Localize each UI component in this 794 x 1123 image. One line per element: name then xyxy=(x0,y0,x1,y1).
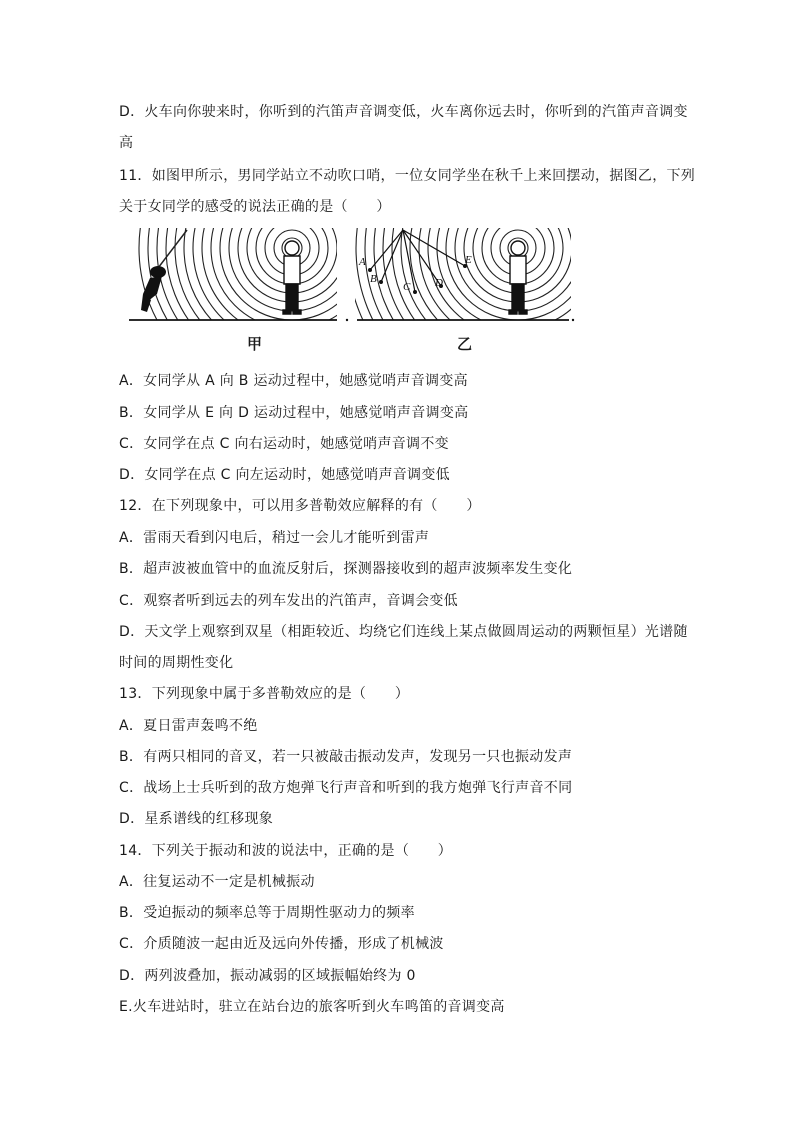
line-d10-b: 高 xyxy=(119,135,134,151)
point-label-e: E xyxy=(465,254,472,266)
line-d10-a: D．火车向你驶来时，你听到的汽笛声音调变低，火车离你远去时，你听到的汽笛声音调变 xyxy=(119,104,688,120)
point-label-b: B xyxy=(370,273,377,285)
q13-option-a: A．夏日雷声轰鸣不绝 xyxy=(119,718,258,734)
q12-option-d-line1: D．天文学上观察到双星（相距较近、均绕它们连线上某点做圆周运动的两颗恒星）光谱随 xyxy=(119,624,688,640)
question-12: 12．在下列现象中，可以用多普勒效应解释的有（ ） xyxy=(119,498,481,514)
swing-positions xyxy=(370,230,465,292)
q13-option-d: D．星系谱线的红移现象 xyxy=(119,811,274,827)
question-13: 13．下列现象中属于多普勒效应的是（ ） xyxy=(119,686,410,702)
q11-option-a: A．女同学从 A 向 B 运动过程中，她感觉哨声音调变高 xyxy=(119,373,468,389)
boy-whistling-right xyxy=(509,241,527,314)
q12-option-b: B．超声波被血管中的血流反射后，探测器接收到的超声波频率发生变化 xyxy=(119,561,573,577)
q12-option-a: A．雷雨天看到闪电后，稍过一会儿才能听到雷声 xyxy=(119,530,430,546)
q13-option-c: C．战场上士兵听到的敌方炮弹飞行声音和听到的我方炮弹飞行声音不同 xyxy=(119,780,573,796)
point-label-c: C xyxy=(403,281,411,293)
point-label-a: A xyxy=(359,256,366,268)
boy-whistling-left xyxy=(283,241,301,314)
figure-caption-yi: 乙 xyxy=(457,335,473,353)
q14-option-e: E.火车进站时，驻立在站台边的旅客听到火车鸣笛的音调变高 xyxy=(119,999,505,1015)
q12-option-d-line2: 时间的周期性变化 xyxy=(119,655,234,671)
question-11-line1: 11．如图甲所示，男同学站立不动吹口哨，一位女同学坐在秋千上来回摆动，据图乙，下列 xyxy=(119,168,696,184)
q14-option-b: B．受迫振动的频率总等于周期性驱动力的频率 xyxy=(119,905,415,921)
question-14: 14．下列关于振动和波的说法中，正确的是（ ） xyxy=(119,843,453,859)
point-label-d: D xyxy=(435,277,443,289)
q14-option-c: C．介质随波一起由近及远向外传播，形成了机械波 xyxy=(119,936,444,952)
figure-caption-jia: 甲 xyxy=(247,335,263,353)
q14-option-a: A．往复运动不一定是机械振动 xyxy=(119,874,315,890)
q11-option-b: B．女同学从 E 向 D 运动过程中，她感觉哨声音调变高 xyxy=(119,405,469,421)
q11-option-c: C．女同学在点 C 向右运动时，她感觉哨声音调不变 xyxy=(119,436,449,452)
q11-option-d: D．女同学在点 C 向左运动时，她感觉哨声音调变低 xyxy=(119,467,450,483)
swing-whistle-figure xyxy=(125,228,580,356)
question-11-line2: 关于女同学的感受的说法正确的是（ ） xyxy=(119,199,391,215)
q13-option-b: B．有两只相同的音叉，若一只被敲击振动发声，发现另一只也振动发声 xyxy=(119,749,573,765)
q12-option-c: C．观察者听到远去的列车发出的汽笛声，音调会变低 xyxy=(119,593,458,609)
q14-option-d: D．两列波叠加，振动减弱的区域振幅始终为 0 xyxy=(119,968,416,984)
swing-rope-left xyxy=(155,230,187,272)
